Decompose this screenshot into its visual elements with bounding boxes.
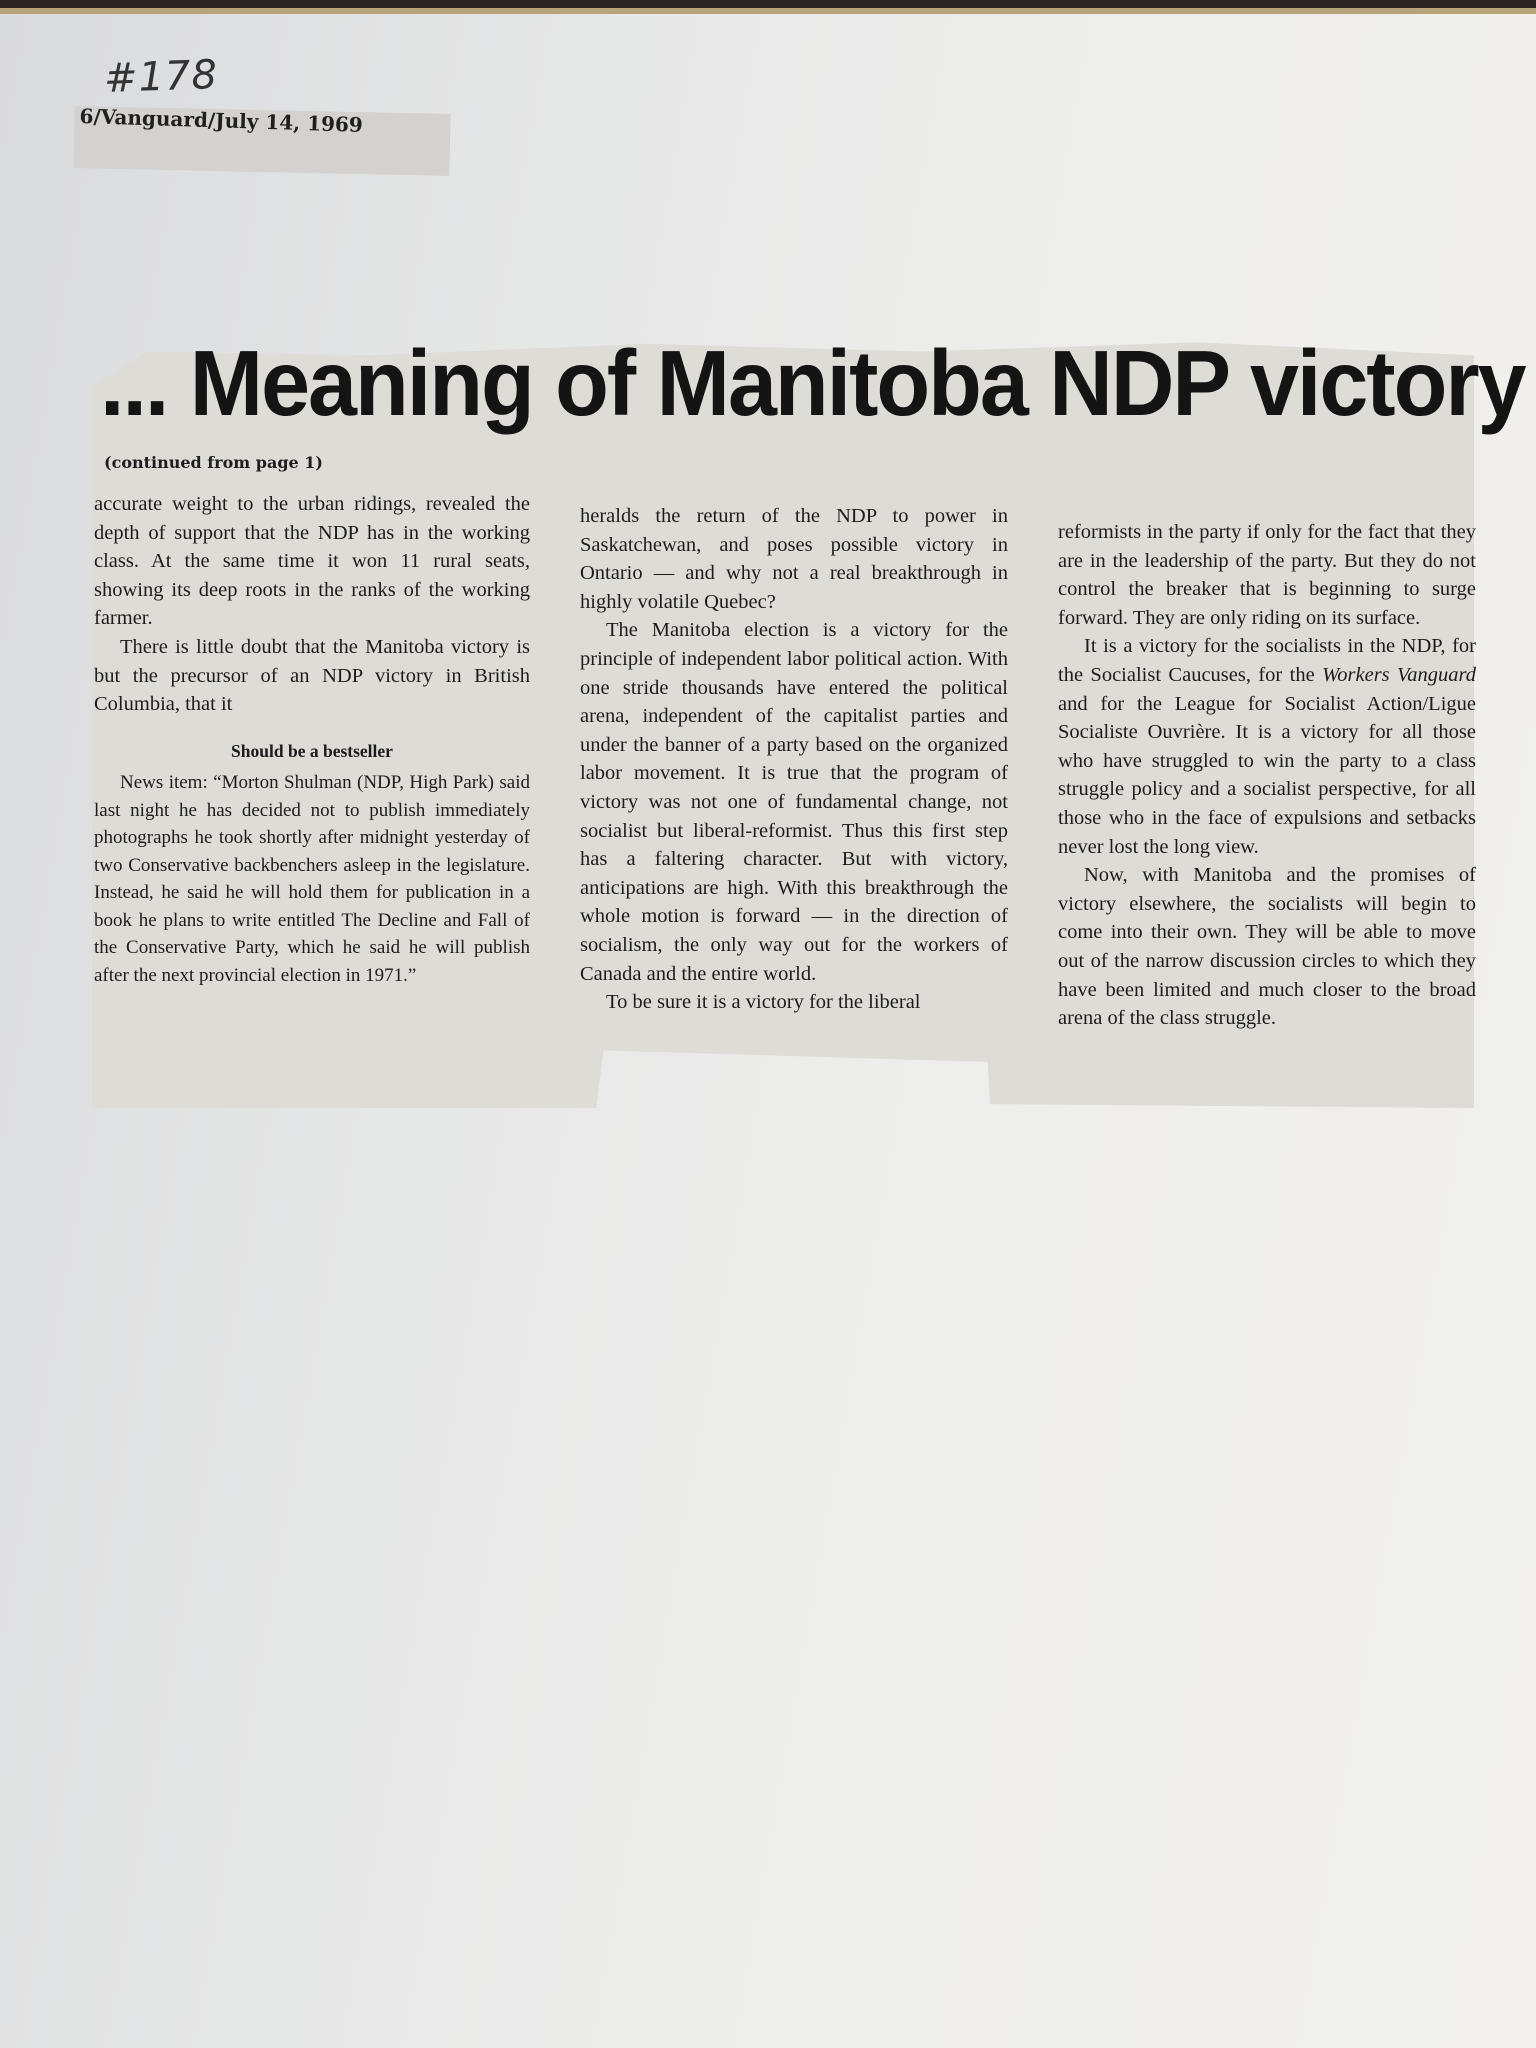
paragraph: To be sure it is a victory for the liberal [606,991,921,1014]
article-column-2 [580,502,1008,1017]
text-run: It is a victory for the socialists in the NDP, for the Socialist Caucuses, for the [1058,635,1476,686]
paragraph: accurate weight to the urban ridings, revealed the depth of support that the NDP has in the working class. At the same time it won 11 rural seats, showing its deep roots in the ranks of the working farmer. [94,493,530,630]
paragraph: heralds the return of the NDP to power in Saskatchewan, and poses possible victory in Ontario — and why not a real breakthrough in highly volatile Quebec? [580,505,1008,613]
paragraph: Now, with Manitoba and the promises of victory elsewhere, the socialists will begin to come into their own. They will be able to move out of the narrow discussion circles to which they have been limited and much closer to the broad arena of the class struggle. [1058,864,1476,1030]
dateline: 6/Vanguard/July 14, 1969 [79,104,364,137]
article-column-1 [94,490,530,989]
text-run: and for the League for Socialist Action/Ligue Socialiste Ouvrière. It is a victory for all those who have struggled to win the party to a class struggle policy and a socialist perspective, for all those who in the face of expulsions and setbacks never lost the long view. [1058,692,1476,858]
handwritten-annotation: #178 [103,52,219,102]
headline: ... Meaning of Manitoba NDP victory [100,331,1525,435]
publication-name: Workers Vanguard [1322,663,1477,686]
paragraph: There is little doubt that the Manitoba victory is but the precursor of an NDP victory in British Columbia, that it [94,635,530,716]
sidebar-heading: Should be a bestseller [231,740,393,761]
article-column-3 [1058,518,1476,1033]
continued-note: (continued from page 1) [104,453,323,472]
sidebar-text: News item: “Morton Shulman (NDP, High Park) said last night he has decided not to publish immediately photographs he took shortly after midnight yesterday of two Conservative backbenchers asleep in the legislature. Instead, he said he will hold them for publication in a book he plans to write entitled The Decline and Fall of the Conservative Party, which he said he will publish after the next provincial election in 1971.” [94,772,530,986]
paragraph [1058,632,1476,861]
paragraph: reformists in the party if only for the fact that they are in the leadership of the party. But they do not control the breaker that is beginning to surge forward. They are only riding on its surface. [1058,521,1476,629]
paragraph: The Manitoba election is a victory for the principle of independent labor political action. With one stride thousands have entered the political arena, independent of the capitalist parties and under the banner of a party based on the organized labor movement. It is true that the program of victory was not one of fundamental change, not socialist but liberal-reformist. Thus this first step has a faltering character. But with victory, anticipations are high. With this breakthrough the whole motion is forward — in the direction of socialism, the only way out for the workers of Canada and the entire world. [580,619,1008,985]
